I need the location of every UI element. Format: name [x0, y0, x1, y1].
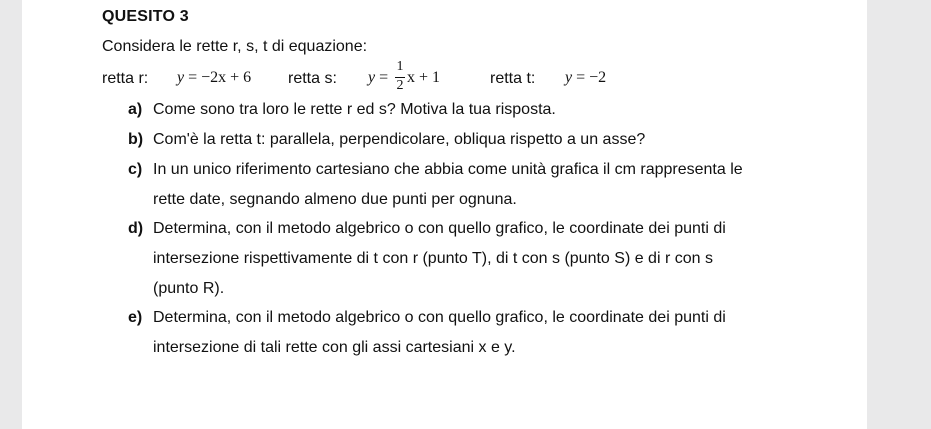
line-t-rhs: = −2	[576, 69, 607, 86]
item-letter: b)	[128, 131, 144, 148]
line-r-lhs: y	[177, 69, 185, 86]
line-s-fraction-numerator: 1	[396, 59, 404, 74]
equations-row	[102, 60, 802, 98]
item-letter: c)	[128, 161, 143, 178]
line-t-label: retta t:	[490, 70, 536, 87]
item-text: Come sono tra loro le rette r ed s? Motiva la tua risposta.	[153, 101, 556, 118]
line-r-rhs: = −2x + 6	[188, 69, 252, 86]
item-text: In un unico riferimento cartesiano che abbia come unità grafica il cm rappresenta le	[153, 161, 743, 178]
question-title: QUESITO 3	[102, 8, 189, 25]
line-s-lhs: y	[368, 69, 376, 86]
document-page	[22, 0, 867, 429]
item-text: Com'è la retta t: parallela, perpendicolare, obliqua rispetto a un asse?	[153, 131, 646, 148]
item-text: intersezione rispettivamente di t con r (punto T), di t con s (punto S) e di r con s	[153, 250, 713, 267]
item-text: Determina, con il metodo algebrico o con quello grafico, le coordinate dei punti di	[153, 309, 726, 326]
question-intro: Considera le rette r, s, t di equazione:	[102, 38, 368, 55]
item-text: rette date, segnando almeno due punti per ognuna.	[153, 191, 517, 208]
item-letter: d)	[128, 220, 144, 237]
line-r-label: retta r:	[102, 70, 149, 87]
item-letter: e)	[128, 309, 143, 326]
item-text: intersezione di tali rette con gli assi cartesiani x e y.	[153, 339, 516, 356]
item-text: Determina, con il metodo algebrico o con quello grafico, le coordinate dei punti di	[153, 220, 726, 237]
line-s-rest: x + 1	[407, 69, 441, 86]
line-t-lhs: y	[565, 69, 573, 86]
item-letter: a)	[128, 101, 143, 118]
line-s-equals: =	[379, 69, 389, 86]
line-t-equation	[565, 69, 606, 87]
line-s-label: retta s:	[288, 70, 337, 87]
line-s-fraction-denominator: 2	[396, 78, 404, 93]
line-r-equation	[177, 69, 251, 87]
line-s-lhs-eq	[368, 69, 388, 87]
item-text: (punto R).	[153, 280, 225, 297]
